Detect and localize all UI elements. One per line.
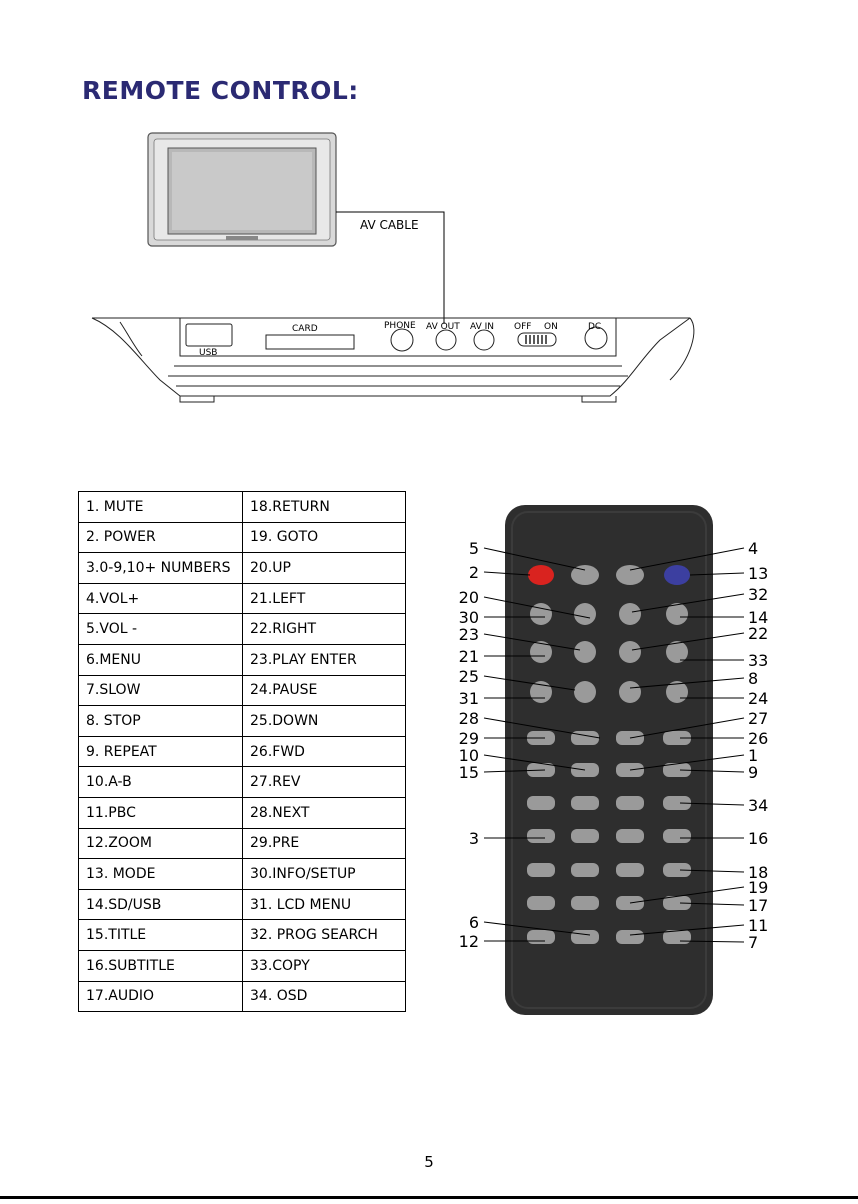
function-cell: 32. PROG SEARCH [243,920,406,951]
callout-number: 3 [468,829,479,848]
function-row [79,920,406,951]
function-cell: 12.ZOOM [79,828,243,859]
callout-number: 18 [748,863,769,882]
port-label-card: CARD [292,324,318,334]
switch-ridges [526,335,546,344]
callout-number: 25 [458,667,479,686]
function-cell: 3.0-9,10+ NUMBERS [79,553,243,584]
function-cell: 6.MENU [79,644,243,675]
mode-button [664,565,690,585]
remote-rect-button [527,863,555,877]
page-number: 5 [424,1153,434,1171]
callout-number: 5 [468,539,479,558]
remote-rect-button [527,896,555,910]
function-cell: 29.PRE [243,828,406,859]
tv-monitor-illustration [148,133,336,246]
function-row [79,492,406,523]
remote-rect-button [571,731,599,745]
port-label-off: OFF [514,322,532,332]
function-cell: 25.DOWN [243,706,406,737]
callout-number: 21 [458,647,479,666]
function-cell: 23.PLAY ENTER [243,644,406,675]
callout-number: 13 [748,564,769,583]
remote-round-button [574,681,596,703]
remote-function-table [78,491,406,1012]
callout-number: 11 [748,916,769,935]
callout-number: 20 [458,588,479,607]
remote-rect-button [571,896,599,910]
function-cell: 33.COPY [243,950,406,981]
callout-number: 19 [748,878,769,897]
function-row [79,706,406,737]
callout-number: 16 [748,829,769,848]
callout-number: 8 [748,669,759,688]
callout-number: 6 [468,913,479,932]
callout-number: 34 [748,796,769,815]
callout-number: 9 [748,763,759,782]
function-cell: 5.VOL - [79,614,243,645]
remote-rect-button [527,796,555,810]
port-label-phone: PHONE [384,321,416,331]
remote-rect-button [527,829,555,843]
callout-number: 17 [748,896,769,915]
port-label-on: ON [544,322,558,332]
callout-number: 10 [458,746,479,765]
function-row [79,583,406,614]
callout-number: 2 [468,563,479,582]
function-cell: 15.TITLE [79,920,243,951]
function-cell: 31. LCD MENU [243,889,406,920]
callout-number: 4 [748,539,759,558]
function-row [79,950,406,981]
port-label-usb: USB [199,348,218,358]
callout-number: 1 [748,746,759,765]
function-cell: 20.UP [243,553,406,584]
remote-round-button [619,603,641,625]
remote-round-button [574,603,596,625]
function-row [79,614,406,645]
remote-rect-button [616,930,644,944]
function-cell: 24.PAUSE [243,675,406,706]
function-row [79,889,406,920]
callout-number: 30 [458,608,479,627]
function-cell: 27.REV [243,767,406,798]
page-title: REMOTE CONTROL: [82,76,359,105]
function-row [79,981,406,1012]
function-cell: 17.AUDIO [79,981,243,1012]
function-cell: 1. MUTE [79,492,243,523]
function-row [79,767,406,798]
function-row [79,859,406,890]
remote-rect-button [616,863,644,877]
callout-number: 12 [458,932,479,951]
av-cable-label: AV CABLE [360,218,419,232]
callout-number: 29 [458,729,479,748]
function-row [79,522,406,553]
callout-number: 26 [748,729,769,748]
callout-number: 33 [748,651,769,670]
callout-number: 27 [748,709,769,728]
function-row [79,736,406,767]
port-label-av-in: AV IN [470,322,494,332]
function-cell: 30.INFO/SETUP [243,859,406,890]
remote-rect-button [527,930,555,944]
function-cell: 21.LEFT [243,583,406,614]
function-cell: 4.VOL+ [79,583,243,614]
port-label-dc: DC [588,322,602,332]
function-cell: 22.RIGHT [243,614,406,645]
function-cell: 13. MODE [79,859,243,890]
function-cell: 7.SLOW [79,675,243,706]
callout-number: 31 [458,689,479,708]
callout-number: 23 [458,625,479,644]
function-cell: 28.NEXT [243,797,406,828]
function-row [79,644,406,675]
function-cell: 26.FWD [243,736,406,767]
function-cell: 9. REPEAT [79,736,243,767]
function-cell: 2. POWER [79,522,243,553]
callout-number: 32 [748,585,769,604]
function-cell: 10.A-B [79,767,243,798]
remote-rect-button [571,796,599,810]
function-cell: 19. GOTO [243,522,406,553]
function-cell: 8. STOP [79,706,243,737]
remote-round-button [619,641,641,663]
port-label-av-out: AV OUT [426,322,460,332]
function-row [79,797,406,828]
function-row [79,828,406,859]
bottom-rule [0,1196,858,1199]
remote-rect-button [571,863,599,877]
remote-rect-button [616,829,644,843]
remote-round-button [574,641,596,663]
callout-number: 14 [748,608,769,627]
function-cell: 34. OSD [243,981,406,1012]
function-cell: 16.SUBTITLE [79,950,243,981]
callout-number: 28 [458,709,479,728]
remote-rect-button [616,796,644,810]
callout-number: 15 [458,763,479,782]
function-row [79,675,406,706]
remote-round-button [619,681,641,703]
function-cell: 11.PBC [79,797,243,828]
function-cell: 14.SD/USB [79,889,243,920]
callout-number: 7 [748,933,759,952]
function-cell: 18.RETURN [243,492,406,523]
callout-number: 22 [748,624,769,643]
remote-rect-button [571,930,599,944]
power-button [528,565,554,585]
callout-number: 24 [748,689,769,708]
remote-rect-button [571,829,599,843]
remote-rect-button [663,829,691,843]
function-row [79,553,406,584]
